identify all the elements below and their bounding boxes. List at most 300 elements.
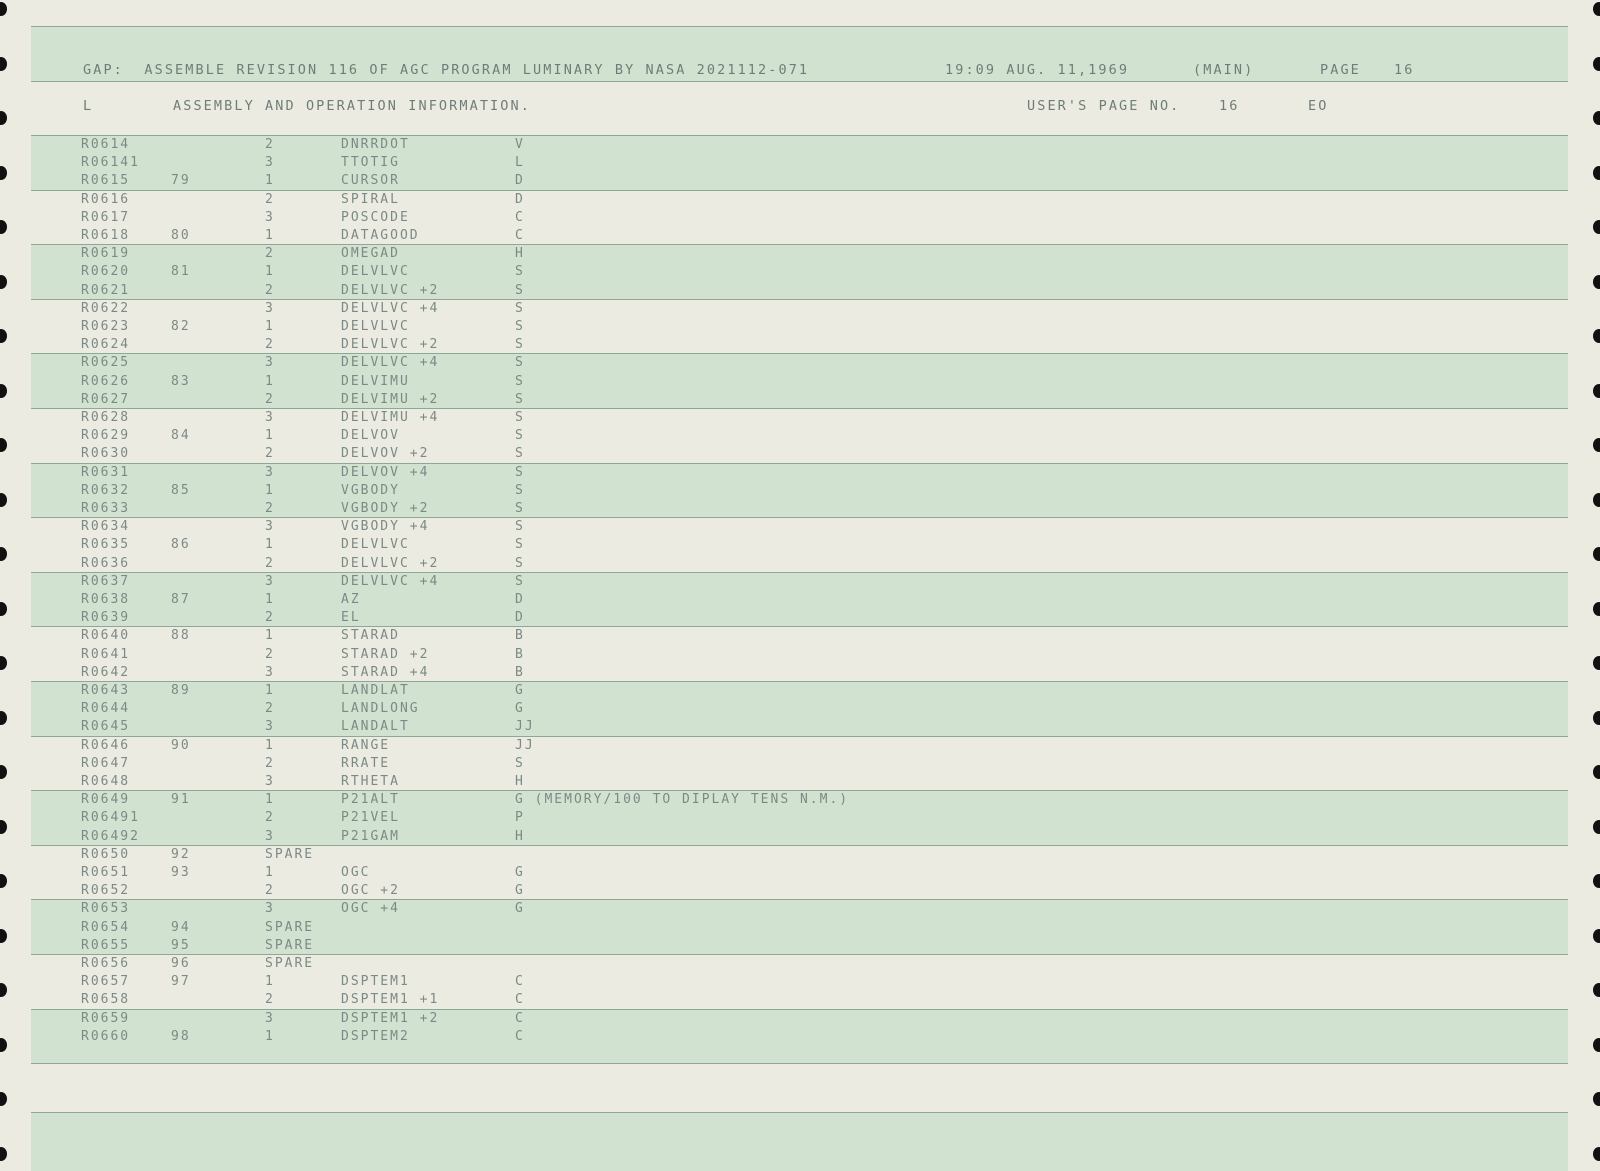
- row-number: 81: [171, 264, 191, 280]
- row-index: 1: [265, 628, 275, 644]
- row-type: S: [515, 337, 525, 353]
- page-header: [83, 62, 1523, 80]
- row-type: S: [515, 755, 525, 771]
- table-row: [31, 554, 1568, 572]
- row-number: 94: [171, 919, 191, 935]
- row-address: R0650: [81, 846, 131, 862]
- row-type: G (MEMORY/100 TO DIPLAY TENS N.M.): [515, 792, 850, 808]
- row-type: S: [515, 391, 525, 407]
- tractor-hole: [1593, 275, 1600, 289]
- row-index: 1: [265, 428, 275, 444]
- table-row: [31, 863, 1568, 881]
- row-number: 97: [171, 974, 191, 990]
- row-address: R0632: [81, 482, 131, 498]
- row-type: G: [515, 865, 525, 880]
- row-index: 2: [265, 883, 275, 899]
- tractor-hole: [1593, 929, 1600, 943]
- row-type: D: [515, 173, 525, 189]
- row-number: 84: [171, 428, 191, 444]
- row-type: S: [515, 300, 525, 316]
- row-type: S: [515, 482, 525, 498]
- row-index: 2: [265, 337, 275, 353]
- tractor-hole: [1593, 547, 1600, 561]
- tractor-hole: [0, 929, 7, 943]
- row-address: R0648: [81, 774, 131, 789]
- row-name: DELVLVC +4: [341, 300, 440, 316]
- row-type: S: [515, 446, 525, 462]
- row-address: R0636: [81, 555, 131, 571]
- tractor-hole: [1593, 820, 1600, 834]
- tractor-hole: [0, 2, 7, 16]
- row-type: S: [515, 282, 525, 298]
- tractor-hole: [0, 111, 7, 125]
- row-index: 1: [265, 865, 275, 880]
- row-type: P: [515, 810, 525, 826]
- row-number: 92: [171, 846, 191, 862]
- row-name: RANGE: [341, 737, 391, 753]
- row-index: 3: [265, 300, 275, 316]
- row-name: DELVLVC: [341, 319, 410, 334]
- row-name: DELVLVC +2: [341, 555, 440, 571]
- row-index: 1: [265, 537, 275, 553]
- row-type: B: [515, 628, 525, 644]
- table-row: [31, 590, 1568, 608]
- row-type: S: [515, 537, 525, 553]
- table-row: [31, 226, 1568, 244]
- row-name: DATAGOOD: [341, 228, 420, 243]
- table-row: [31, 1027, 1568, 1045]
- row-index: 2: [265, 646, 275, 662]
- row-number: 95: [171, 937, 191, 953]
- row-address: R0634: [81, 519, 131, 535]
- row-name: DSPTEM1 +2: [341, 1010, 440, 1026]
- row-index: 2: [265, 555, 275, 571]
- table-row: [31, 990, 1568, 1008]
- table-row: [31, 936, 1568, 954]
- row-name: VGBODY: [341, 482, 400, 498]
- row-type: S: [515, 264, 525, 280]
- row-address: R0616: [81, 191, 131, 207]
- table-row: [31, 1009, 1568, 1027]
- table-row: [31, 353, 1568, 371]
- table-row: [31, 335, 1568, 353]
- tractor-hole: [0, 874, 7, 888]
- row-name: STARAD: [341, 628, 400, 644]
- row-number: 80: [171, 228, 191, 243]
- row-name: RTHETA: [341, 774, 400, 789]
- row-index: 1: [265, 1028, 275, 1044]
- users-page-label: USER'S PAGE NO.: [1027, 98, 1181, 114]
- tractor-feed-left: [0, 0, 14, 1170]
- tractor-hole: [1593, 656, 1600, 670]
- tractor-hole: [1593, 2, 1600, 16]
- tractor-hole: [1593, 166, 1600, 180]
- row-number: 86: [171, 537, 191, 553]
- tractor-hole: [0, 57, 7, 71]
- row-type: C: [515, 992, 525, 1008]
- row-type: C: [515, 1010, 525, 1026]
- table-row: [31, 681, 1568, 699]
- row-number: 89: [171, 683, 191, 698]
- row-name: DELVIMU: [341, 373, 410, 389]
- row-name: LANDLONG: [341, 701, 420, 717]
- row-name: P21ALT: [341, 792, 400, 808]
- row-type: S: [515, 573, 525, 589]
- row-type: S: [515, 355, 525, 371]
- table-row: [31, 499, 1568, 517]
- row-type: C: [515, 228, 525, 243]
- header-page-number: 16: [1394, 62, 1415, 78]
- row-index: 1: [265, 974, 275, 990]
- row-index: 1: [265, 737, 275, 753]
- row-address: R0635: [81, 537, 131, 553]
- row-type: D: [515, 592, 525, 607]
- table-row: [31, 390, 1568, 408]
- row-index: 2: [265, 810, 275, 826]
- row-address: R0643: [81, 683, 131, 698]
- table-row: [31, 645, 1568, 663]
- row-address: R0619: [81, 246, 131, 262]
- row-index: 2: [265, 446, 275, 462]
- table-row: [31, 171, 1568, 189]
- table-row: [31, 481, 1568, 499]
- row-type: S: [515, 410, 525, 425]
- row-index: 2: [265, 755, 275, 771]
- row-index: 2: [265, 282, 275, 298]
- row-address: R0638: [81, 592, 131, 607]
- row-type: D: [515, 191, 525, 207]
- row-name: DELVOV: [341, 428, 400, 444]
- row-index: 3: [265, 664, 275, 680]
- tractor-hole: [1593, 983, 1600, 997]
- row-address: R06491: [81, 810, 140, 826]
- table-row: [31, 699, 1568, 717]
- table-row: [31, 827, 1568, 845]
- row-number: 87: [171, 592, 191, 607]
- row-name: OGC +2: [341, 883, 400, 899]
- table-row: [31, 845, 1568, 863]
- table-row: [31, 244, 1568, 262]
- row-name: DELVOV +2: [341, 446, 430, 462]
- row-address: R0631: [81, 464, 131, 480]
- table-row: [31, 135, 1568, 153]
- row-index: 2: [265, 610, 275, 626]
- row-name: DELVOV +4: [341, 464, 430, 480]
- row-type: JJ: [515, 737, 535, 753]
- row-name: EL: [341, 610, 361, 626]
- row-name: SPIRAL: [341, 191, 400, 207]
- row-index: 1: [265, 228, 275, 243]
- row-name: DELVLVC +4: [341, 573, 440, 589]
- tractor-hole: [0, 384, 7, 398]
- row-index: 1: [265, 319, 275, 334]
- tractor-hole: [0, 275, 7, 289]
- row-number: 85: [171, 482, 191, 498]
- tractor-hole: [1593, 874, 1600, 888]
- row-index: 1: [265, 173, 275, 189]
- tractor-hole: [0, 1147, 7, 1161]
- tractor-hole: [0, 983, 7, 997]
- tractor-hole: [1593, 602, 1600, 616]
- row-number: 82: [171, 319, 191, 334]
- row-index: 1: [265, 683, 275, 698]
- row-address: R0656: [81, 956, 131, 971]
- tractor-hole: [1593, 111, 1600, 125]
- row-address: R0625: [81, 355, 131, 371]
- table-row: [31, 517, 1568, 535]
- row-index: 2: [265, 246, 275, 262]
- table-row: [31, 444, 1568, 462]
- row-address: R0649: [81, 792, 131, 808]
- row-type: S: [515, 464, 525, 480]
- row-type: D: [515, 610, 525, 626]
- subheader-right-code: EO: [1308, 98, 1329, 114]
- row-index: SPARE: [265, 956, 315, 971]
- row-address: R0646: [81, 737, 131, 753]
- row-type: B: [515, 646, 525, 662]
- table-row: [31, 717, 1568, 735]
- row-name: OMEGAD: [341, 246, 400, 262]
- table-row: [31, 608, 1568, 626]
- row-name: LANDLAT: [341, 683, 410, 698]
- row-address: R0651: [81, 865, 131, 880]
- table-row: [31, 899, 1568, 917]
- table-row: [31, 372, 1568, 390]
- tractor-hole: [1593, 1038, 1600, 1052]
- tractor-hole: [1593, 1147, 1600, 1161]
- row-address: R0637: [81, 573, 131, 589]
- row-name: DNRRDOT: [341, 137, 410, 152]
- row-name: RRATE: [341, 755, 391, 771]
- row-index: 3: [265, 410, 275, 425]
- row-name: DELVLVC: [341, 264, 410, 280]
- row-address: R0626: [81, 373, 131, 389]
- row-index: 1: [265, 373, 275, 389]
- row-address: R0654: [81, 919, 131, 935]
- tractor-hole: [0, 602, 7, 616]
- header-timestamp: 19:09 AUG. 11,1969: [945, 62, 1130, 78]
- tractor-hole: [0, 438, 7, 452]
- tractor-hole: [1593, 711, 1600, 725]
- tractor-hole: [1593, 765, 1600, 779]
- tractor-hole: [1593, 438, 1600, 452]
- tractor-hole: [0, 1038, 7, 1052]
- row-index: 3: [265, 774, 275, 789]
- table-row: [31, 317, 1568, 335]
- row-address: R0639: [81, 610, 131, 626]
- row-index: 2: [265, 701, 275, 717]
- row-type: S: [515, 319, 525, 334]
- table-row: [31, 808, 1568, 826]
- row-name: OGC: [341, 865, 371, 880]
- row-index: 3: [265, 209, 275, 225]
- row-address: R0617: [81, 209, 131, 225]
- tractor-hole: [0, 820, 7, 834]
- row-type: G: [515, 683, 525, 698]
- row-name: STARAD +2: [341, 646, 430, 662]
- row-name: TTOTIG: [341, 155, 400, 171]
- row-type: H: [515, 246, 525, 262]
- row-index: 3: [265, 1010, 275, 1026]
- row-index: 2: [265, 191, 275, 207]
- users-page-number: 16: [1219, 98, 1240, 114]
- row-address: R0618: [81, 228, 131, 243]
- row-index: 3: [265, 355, 275, 371]
- row-type: S: [515, 519, 525, 535]
- row-address: R0645: [81, 719, 131, 735]
- row-address: R0659: [81, 1010, 131, 1026]
- row-address: R0647: [81, 755, 131, 771]
- row-number: 93: [171, 865, 191, 880]
- row-address: R0658: [81, 992, 131, 1008]
- row-index: SPARE: [265, 846, 315, 862]
- table-row: [31, 790, 1568, 808]
- row-address: R0642: [81, 664, 131, 680]
- row-index: 3: [265, 719, 275, 735]
- table-row: [31, 281, 1568, 299]
- row-name: CURSOR: [341, 173, 400, 189]
- row-index: 2: [265, 501, 275, 516]
- tractor-hole: [0, 166, 7, 180]
- row-address: R0641: [81, 646, 131, 662]
- row-address: R0622: [81, 300, 131, 316]
- table-row: [31, 535, 1568, 553]
- row-address: R0653: [81, 901, 131, 917]
- row-name: STARAD +4: [341, 664, 430, 680]
- row-name: DELVIMU +4: [341, 410, 440, 425]
- row-index: 2: [265, 137, 275, 152]
- table-row: [31, 208, 1568, 226]
- row-address: R0629: [81, 428, 131, 444]
- row-name: DELVIMU +2: [341, 391, 440, 407]
- row-name: P21VEL: [341, 810, 400, 826]
- row-type: S: [515, 555, 525, 571]
- table-row: [31, 572, 1568, 590]
- row-name: DSPTEM1: [341, 974, 410, 990]
- row-number: 79: [171, 173, 191, 189]
- row-address: R0640: [81, 628, 131, 644]
- table-row: [31, 754, 1568, 772]
- row-index: SPARE: [265, 919, 315, 935]
- table-row: [31, 190, 1568, 208]
- row-name: VGBODY +2: [341, 501, 430, 516]
- table-row: [31, 881, 1568, 899]
- row-type: G: [515, 701, 525, 717]
- row-number: 98: [171, 1028, 191, 1044]
- row-address: R0614: [81, 137, 131, 152]
- row-index: 2: [265, 391, 275, 407]
- row-type: S: [515, 373, 525, 389]
- row-index: 1: [265, 792, 275, 808]
- row-address: R06492: [81, 828, 140, 844]
- tractor-hole: [1593, 57, 1600, 71]
- row-name: LANDALT: [341, 719, 410, 735]
- row-name: DSPTEM1 +1: [341, 992, 440, 1008]
- row-type: C: [515, 1028, 525, 1044]
- table-row: [31, 426, 1568, 444]
- row-address: R0628: [81, 410, 131, 425]
- tractor-hole: [0, 329, 7, 343]
- row-type: C: [515, 974, 525, 990]
- row-name: OGC +4: [341, 901, 400, 917]
- tractor-hole: [0, 711, 7, 725]
- row-number: 96: [171, 956, 191, 971]
- row-name: AZ: [341, 592, 361, 607]
- row-address: R0644: [81, 701, 131, 717]
- row-type: G: [515, 901, 525, 917]
- row-address: R0655: [81, 937, 131, 953]
- row-index: 3: [265, 573, 275, 589]
- header-page-label: PAGE: [1320, 62, 1361, 78]
- table-row: [31, 153, 1568, 171]
- tractor-hole: [1593, 493, 1600, 507]
- table-row: [31, 736, 1568, 754]
- row-address: R0657: [81, 974, 131, 990]
- row-type: V: [515, 137, 525, 152]
- row-address: R0652: [81, 883, 131, 899]
- row-type: B: [515, 664, 525, 680]
- row-name: DELVLVC +2: [341, 337, 440, 353]
- header-section: (MAIN): [1193, 62, 1255, 78]
- table-row: [31, 262, 1568, 280]
- table-row: [31, 772, 1568, 790]
- row-index: 1: [265, 264, 275, 280]
- row-address: R0627: [81, 391, 131, 407]
- row-name: DELVLVC +2: [341, 282, 440, 298]
- subheader-left-code: L: [83, 98, 94, 114]
- row-type: H: [515, 774, 525, 789]
- row-index: 3: [265, 519, 275, 535]
- row-name: VGBODY +4: [341, 519, 430, 535]
- bottom-band: [31, 1112, 1568, 1171]
- row-type: C: [515, 209, 525, 225]
- tractor-hole: [0, 493, 7, 507]
- table-row: [31, 972, 1568, 990]
- table-row: [31, 918, 1568, 936]
- row-index: 3: [265, 464, 275, 480]
- row-type: S: [515, 428, 525, 444]
- row-address: R0623: [81, 319, 131, 334]
- row-address: R0660: [81, 1028, 131, 1044]
- table-row: [31, 663, 1568, 681]
- table-row: [31, 299, 1568, 317]
- tractor-hole: [0, 547, 7, 561]
- tractor-hole: [1593, 384, 1600, 398]
- row-address: R0633: [81, 501, 131, 516]
- row-type: JJ: [515, 719, 535, 735]
- header-title: GAP: ASSEMBLE REVISION 116 OF AGC PROGRAM LUMINARY BY NASA 2021112-071: [83, 62, 810, 78]
- row-type: G: [515, 883, 525, 899]
- page-subheader: [83, 98, 1483, 116]
- row-address: R0624: [81, 337, 131, 353]
- tractor-hole: [0, 220, 7, 234]
- tractor-hole: [1593, 1092, 1600, 1106]
- row-type: S: [515, 501, 525, 516]
- row-number: 88: [171, 628, 191, 644]
- row-name: DELVLVC +4: [341, 355, 440, 371]
- row-index: 3: [265, 901, 275, 917]
- row-address: R0620: [81, 264, 131, 280]
- tractor-hole: [1593, 220, 1600, 234]
- tractor-feed-right: [1586, 0, 1600, 1170]
- row-address: R06141: [81, 155, 140, 171]
- row-index: 3: [265, 155, 275, 171]
- row-type: L: [515, 155, 525, 171]
- row-number: 83: [171, 373, 191, 389]
- row-address: R0630: [81, 446, 131, 462]
- row-type: H: [515, 828, 525, 844]
- row-index: SPARE: [265, 937, 315, 953]
